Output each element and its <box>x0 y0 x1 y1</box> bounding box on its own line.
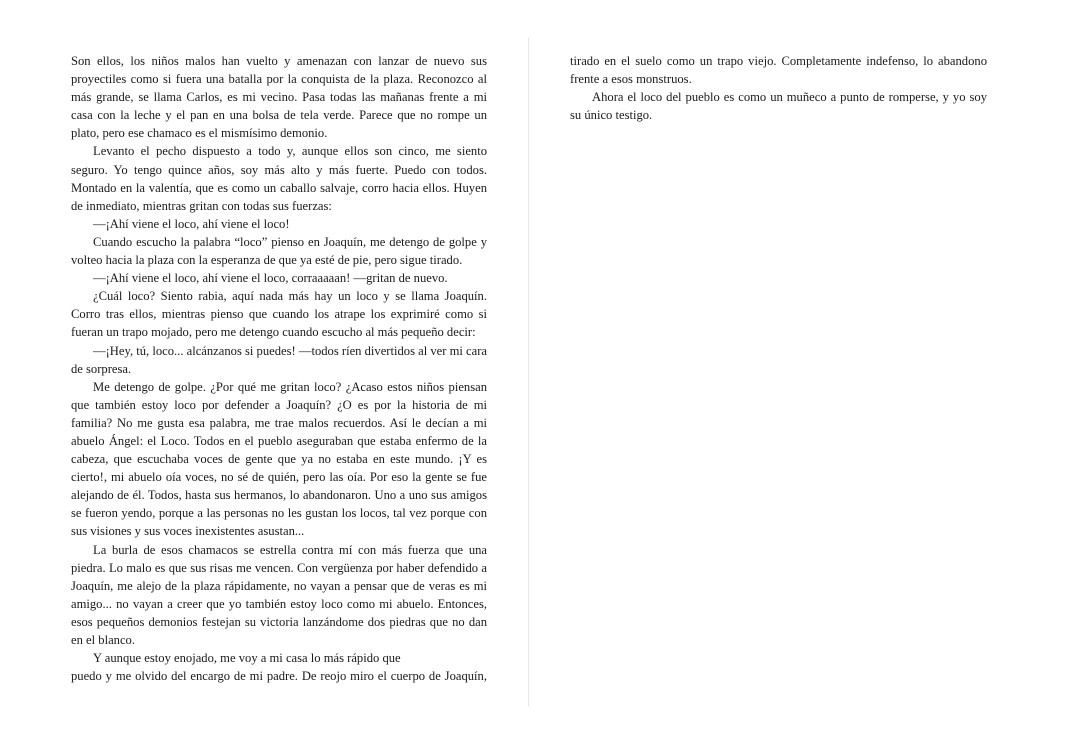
paragraph-final-line-1: Y aunque estoy enojado, me voy a mi casa lo más rápido que <box>93 651 401 666</box>
paragraph: —¡Ahí viene el loco, ahí viene el loco, corraaaaan! —gritan de nuevo. <box>93 271 448 286</box>
paragraph-final <box>71 649 487 667</box>
paragraph: tirado en el suelo como un trapo viejo. Completamente indefenso, lo abandono frente a esos monstruos. <box>570 54 987 87</box>
paragraph: Me detengo de golpe. ¿Por qué me gritan loco? ¿Acaso estos niños piensan que también estoy loco por defender a Joaquín? ¿O es por la historia de mi familia? No me gusta esa palabra, me trae malos recuerdos. Así le decían a mi abuelo Ángel: el Loco. Todos en el pueblo aseguraban que estaba enfermo de la cabeza, que escuchaba voces de gente que ya no estaba en este mundo. ¡Y es cierto!, mi abuelo oía voces, no sé de quién, pero las oía. Por eso la gente se fue alejando de él. Todos, hasta sus hermanos, lo abandonaron. Uno a uno sus amigos se fueron yendo, porque a las personas no les gustan los locos, tal vez porque con sus visiones y sus voces inexistentes asustan... <box>71 379 487 539</box>
left-page <box>71 52 487 685</box>
paragraph-final-continuation <box>71 667 487 685</box>
paragraph-final-line-2: puedo y me olvido del encargo de mi padre. De reojo miro el cuerpo de Joaquín, <box>71 669 487 684</box>
paragraph: Son ellos, los niños malos han vuelto y amenazan con lanzar de nuevo sus proyectiles como si fuera una batalla por la conquista de la plaza. Reconozco al más grande, se llama Carlos, es mi vecino. Pasa todas las mañanas frente a mi casa con la leche y el pan en una bolsa de tela verde. Parece que no rompe un plato, pero ese chamaco es el mismísimo demonio. <box>71 54 487 141</box>
paragraph: Levanto el pecho dispuesto a todo y, aunque ellos son cinco, me siento seguro. Yo tengo quince años, soy más alto y más fuerte. Puedo con todos. Montado en la valentía, que es como un caballo salvaje, corro hacia ellos. Huyen de inmediato, mientras gritan con todas sus fuerzas: <box>71 144 487 213</box>
paragraph: Ahora el loco del pueblo es como un muñeco a punto de romperse, y yo soy su único testigo. <box>570 90 987 123</box>
paragraph: —¡Hey, tú, loco... alcánzanos si puedes! —todos ríen divertidos al ver mi cara de sorpresa. <box>71 343 488 376</box>
paragraph: La burla de esos chamacos se estrella contra mí con más fuerza que una piedra. Lo malo es que sus risas me vencen. Con vergüenza por haber defendido a Joaquín, me alejo de la plaza rápidamente, no vayan a pensar que de veras es mi amigo... no vayan a creer que yo también estoy loco como mi abuelo. Entonces, esos pequeños demonios festejan su victoria lanzándome dos piedras que no dan en el blanco. <box>71 542 487 647</box>
page-gutter-divider <box>528 38 529 706</box>
right-page <box>570 52 987 124</box>
paragraph: Cuando escucho la palabra “loco” pienso en Joaquín, me detengo de golpe y volteo hacia la plaza con la esperanza de que ya esté de pie, pero sigue tirado. <box>71 234 487 268</box>
paragraph: —¡Ahí viene el loco, ahí viene el loco! <box>93 216 290 231</box>
paragraph: ¿Cuál loco? Siento rabia, aquí nada más hay un loco y se llama Joaquín. Corro tras ellos, mientras pienso que cuando los atrape los exprimiré como si fueran un trapo mojado, pero me detengo cuando escucho al más pequeño decir: <box>71 289 487 340</box>
